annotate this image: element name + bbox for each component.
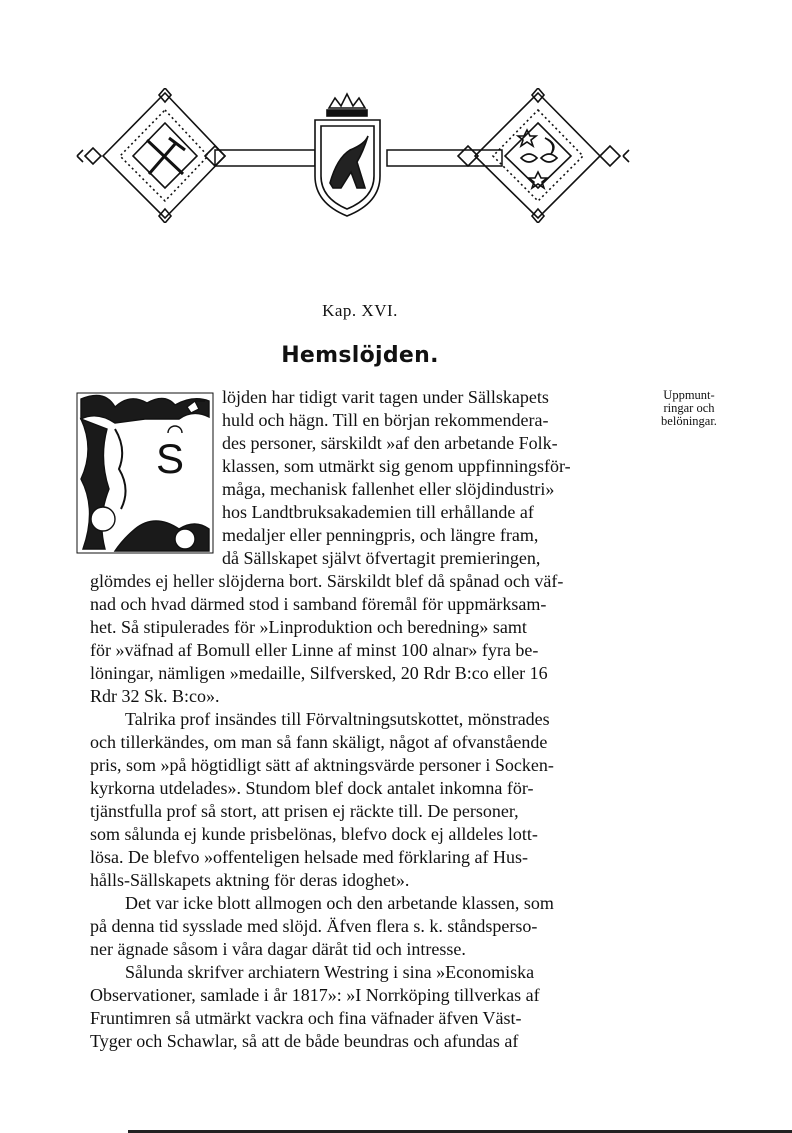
decorated-initial <box>75 389 215 557</box>
body-line: nad och hvad därmed stod i samband föremål för uppmärksam- <box>90 594 547 614</box>
margin-note-line: Uppmunt- <box>663 388 715 402</box>
drop-cap-letter: S <box>155 435 185 482</box>
body-line: lösa. De blefvo »offenteligen helsade med förklaring af Hus- <box>90 847 529 867</box>
body-line: des personer, särskildt »af den arbetande Folk- <box>222 433 558 453</box>
body-line: het. Så stipulerades för »Linproduktion och beredning» samt <box>90 617 527 637</box>
body-line: glömdes ej heller slöjderna bort. Särskildt blef då spånad och väf- <box>90 571 564 591</box>
margin-note-line: ringar och <box>663 401 715 415</box>
body-line: hos Landtbruksakademien till erhållande af <box>222 502 534 522</box>
body-line: Det var icke blott allmogen och den arbetande klassen, som <box>125 893 554 913</box>
body-line: Tyger och Schawlar, så att de både beundras och afundas af <box>90 1031 519 1051</box>
body-line: huld och hägn. Till en början rekommendera- <box>222 410 549 430</box>
body-line: löningar, nämligen »medaille, Silfversked, 20 Rdr B:co eller 16 <box>90 663 548 683</box>
tools-emblem-icon <box>77 88 225 223</box>
body-line: pris, som »på högtidligt sätt af aktningsvärde personer i Socken- <box>90 755 554 775</box>
body-line: Talrika prof insändes till Förvaltningsutskottet, mönstrades <box>125 709 550 729</box>
body-line: Sålunda skrifver archiatern Westring i sina »Economiska <box>125 962 535 982</box>
stars-emblem-icon <box>458 88 629 223</box>
body-line: kyrkorna utdelades». Stundom blef dock antalet inkomna för- <box>90 778 534 798</box>
body-line: löjden har tidigt varit tagen under Sällskapets <box>222 387 549 407</box>
body-line: hålls-Sällskapets aktning för deras idoghet». <box>90 870 410 890</box>
body-line: på denna tid sysslade med slöjd. Äfven flera s. k. ståndsperso- <box>90 916 538 936</box>
margin-note <box>648 389 730 428</box>
body-line: medaljer eller penningpris, och längre fram, <box>222 525 539 545</box>
body-line: klassen, som utmärkt sig genom uppfinningsför- <box>222 456 571 476</box>
body-line: för »väfnad af Bomull eller Linne af minst 100 alnar» fyra be- <box>90 640 539 660</box>
foliage-ornament-icon <box>77 393 213 553</box>
margin-note-line: belöningar. <box>661 414 717 428</box>
body-line: tjänstfulla prof så stort, att prisen ej räckte till. De personer, <box>90 801 519 821</box>
body-line: Fruntimren så utmärkt vackra och fina väfnader äfven Väst- <box>90 1008 522 1028</box>
chapter-title: Hemslöjden. <box>281 343 439 368</box>
body-line: ner ägnade såsom i våra dagar däråt tid och intresse. <box>90 939 466 959</box>
body-line: och tillerkändes, om man så fann skäligt, något af ofvanstående <box>90 732 548 752</box>
body-line: Observationer, samlade i år 1817»: »I Norrköping tillverkas af <box>90 985 540 1005</box>
coat-of-arms-icon <box>315 94 380 216</box>
body-line: då Sällskapet självt öfvertagit premieringen, <box>222 548 541 568</box>
body-line: som sålunda ej kunde prisbelönas, blefvo dock ej alldeles lott- <box>90 824 538 844</box>
header-ornament <box>75 88 635 223</box>
body-line: Rdr 32 Sk. B:co». <box>90 686 220 706</box>
chapter-number: Kap. XVI. <box>322 301 398 320</box>
body-line: måga, mechanisk fallenhet eller slöjdindustri» <box>222 479 555 499</box>
